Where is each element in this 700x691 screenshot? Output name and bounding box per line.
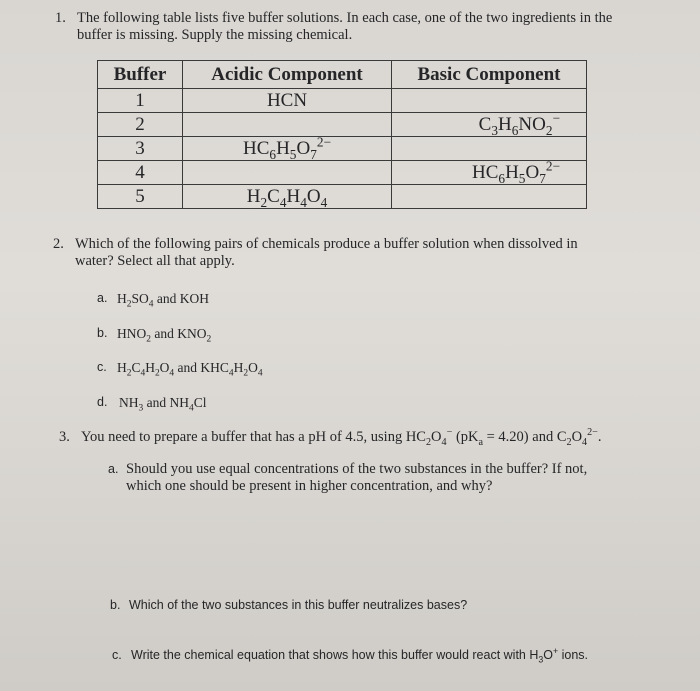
q2-number: 2.	[53, 236, 64, 252]
q3a-letter: a.	[108, 462, 119, 476]
buffer-number: 3	[98, 137, 183, 161]
acid-cell: $H_2C_4H_4O_4$	[183, 185, 392, 209]
q2-line1: Which of the following pairs of chemicals produce a buffer solution when dissolved in	[75, 236, 578, 252]
q1-number: 1.	[55, 10, 66, 26]
buffer-number: 1	[98, 89, 183, 113]
q3b-letter: b.	[110, 598, 121, 612]
table-row	[98, 161, 587, 185]
table-row	[98, 113, 587, 137]
q3-stem: You need to prepare a buffer that has a pH of 4.5, using $HC_2O_4^-$ $(pK_a = 4.20)$ and $C_2O_4^{2-}$.	[81, 427, 602, 448]
header-basic: Basic Component	[392, 61, 587, 89]
q2-line2: water? Select all that apply.	[75, 253, 235, 269]
table-header-row	[98, 61, 587, 89]
q2-option-c[interactable]: $H_2C_4H_2O_4$ and $KHC_4H_2O_4$	[117, 360, 263, 379]
base-cell[interactable]	[392, 89, 587, 113]
q1-line2: buffer is missing. Supply the missing chemical.	[77, 27, 353, 43]
base-cell: $C_3H_6NO_2^-$	[392, 113, 587, 137]
acid-cell[interactable]	[183, 161, 392, 185]
q1-line1: The following table lists five buffer solutions. In each case, one of the two ingredients in the	[77, 10, 613, 26]
q3a-line1: Should you use equal concentrations of the two substances in the buffer? If not,	[126, 461, 588, 477]
header-acidic: Acidic Component	[183, 61, 392, 89]
q3-number: 3.	[59, 429, 70, 445]
q3b-text: Which of the two substances in this buffer neutralizes bases?	[129, 598, 468, 612]
q3a-line2: which one should be present in higher concentration, and why?	[126, 478, 493, 494]
buffer-number: 2	[98, 113, 183, 137]
q3c-letter: c.	[112, 648, 122, 662]
q2-option-b-letter: b.	[97, 326, 108, 340]
q2-option-a-letter: a.	[97, 291, 108, 305]
q3c-text: Write the chemical equation that shows how this buffer would react with $H_3O^+$ ions.	[131, 645, 589, 665]
acid-cell[interactable]	[183, 113, 392, 137]
buffer-number: 5	[98, 185, 183, 209]
q2-option-d-letter: d.	[97, 395, 108, 409]
base-cell[interactable]	[392, 185, 587, 209]
base-cell[interactable]	[392, 137, 587, 161]
q2-option-c-letter: c.	[97, 360, 107, 374]
q2-option-d[interactable]: $NH_3$ and $NH_4Cl$	[119, 395, 207, 414]
table-row	[98, 137, 587, 161]
base-cell: $HC_6H_5O_7^{2-}$	[392, 161, 587, 185]
table-row	[98, 89, 587, 113]
acid-cell: HCN	[183, 89, 392, 113]
buffer-number: 4	[98, 161, 183, 185]
q2-option-a[interactable]: $H_2SO_4$ and KOH	[117, 291, 209, 310]
header-buffer: Buffer	[98, 61, 183, 89]
q2-option-b[interactable]: $HNO_2$ and $KNO_2$	[117, 326, 212, 345]
acid-cell: $HC_6H_5O_7^{2-}$	[183, 137, 392, 161]
buffer-table	[97, 60, 587, 209]
table-row	[98, 185, 587, 209]
